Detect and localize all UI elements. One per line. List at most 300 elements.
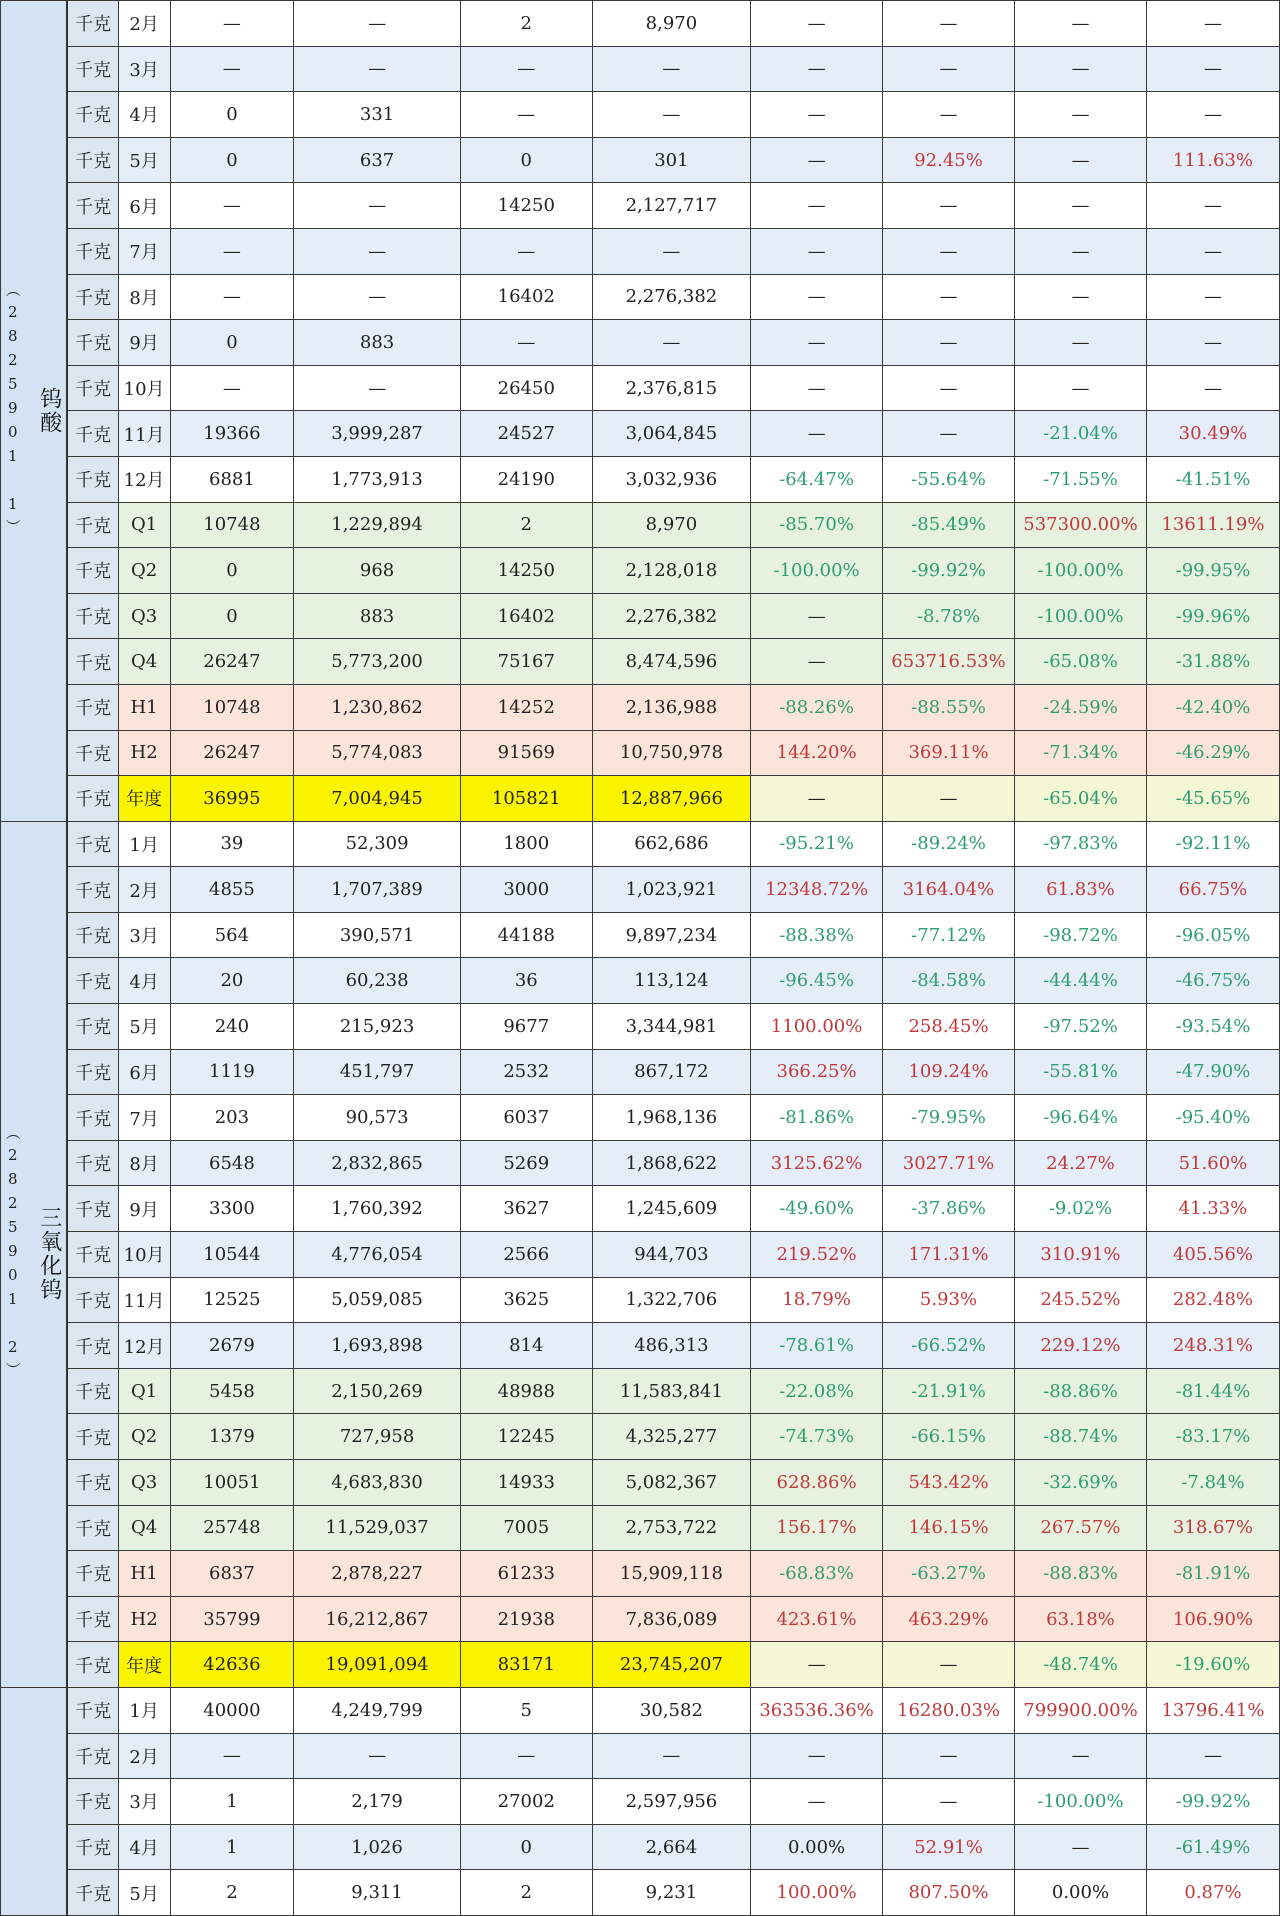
quantity-cell: 4855 — [170, 867, 294, 913]
amount-cell: 2,127,717 — [592, 183, 750, 229]
change-pct-cell: -100.00% — [1015, 1779, 1147, 1825]
period-cell: Q2 — [118, 548, 170, 594]
quantity-cell: — — [460, 320, 592, 366]
period-cell: H1 — [118, 684, 170, 730]
period-cell: 年度 — [118, 1642, 170, 1688]
table-row — [1, 1095, 1280, 1141]
change-pct-cell: -92.11% — [1146, 821, 1279, 867]
amount-cell: 7,004,945 — [294, 776, 460, 822]
period-cell: Q1 — [118, 502, 170, 548]
unit-cell: 千克 — [67, 456, 118, 502]
table-row — [1, 1642, 1280, 1688]
amount-cell: 331 — [294, 92, 460, 138]
quantity-cell: 39 — [170, 821, 294, 867]
change-pct-cell: — — [751, 320, 883, 366]
change-pct-cell: — — [1146, 183, 1279, 229]
unit-cell: 千克 — [67, 593, 118, 639]
amount-cell: 1,693,898 — [294, 1323, 460, 1369]
change-pct-cell: — — [751, 274, 883, 320]
table-row — [1, 912, 1280, 958]
quantity-cell: 1119 — [170, 1049, 294, 1095]
period-cell: 5月 — [118, 137, 170, 183]
period-cell: 1月 — [118, 1687, 170, 1733]
change-pct-cell: 51.60% — [1146, 1140, 1279, 1186]
amount-cell: — — [592, 46, 750, 92]
quantity-cell: — — [460, 228, 592, 274]
quantity-cell: — — [170, 228, 294, 274]
amount-cell: 5,773,200 — [294, 639, 460, 685]
change-pct-cell: -55.64% — [883, 456, 1015, 502]
change-pct-cell: -88.26% — [751, 684, 883, 730]
change-pct-cell: — — [751, 1779, 883, 1825]
quantity-cell: 25748 — [170, 1505, 294, 1551]
change-pct-cell: -88.38% — [751, 912, 883, 958]
amount-cell: 1,968,136 — [592, 1095, 750, 1141]
quantity-cell: 21938 — [460, 1596, 592, 1642]
quantity-cell: 2532 — [460, 1049, 592, 1095]
change-pct-cell: -21.04% — [1015, 411, 1147, 457]
change-pct-cell: — — [1146, 1, 1279, 47]
quantity-cell: 20 — [170, 958, 294, 1004]
change-pct-cell: 66.75% — [1146, 867, 1279, 913]
amount-cell: — — [294, 46, 460, 92]
change-pct-cell: 258.45% — [883, 1004, 1015, 1050]
change-pct-cell: -61.49% — [1146, 1824, 1279, 1870]
change-pct-cell: 219.52% — [751, 1232, 883, 1278]
amount-cell: 301 — [592, 137, 750, 183]
period-cell: 12月 — [118, 1323, 170, 1369]
period-cell: H2 — [118, 1596, 170, 1642]
unit-cell: 千克 — [67, 411, 118, 457]
amount-cell: 727,958 — [294, 1414, 460, 1460]
change-pct-cell: 369.11% — [883, 730, 1015, 776]
change-pct-cell: 61.83% — [1015, 867, 1147, 913]
change-pct-cell: — — [1146, 365, 1279, 411]
change-pct-cell: — — [1146, 46, 1279, 92]
change-pct-cell: -24.59% — [1015, 684, 1147, 730]
table-row — [1, 411, 1280, 457]
change-pct-cell: -49.60% — [751, 1186, 883, 1232]
change-pct-cell: 52.91% — [883, 1824, 1015, 1870]
quantity-cell: — — [170, 365, 294, 411]
change-pct-cell: -9.02% — [1015, 1186, 1147, 1232]
amount-cell: 4,249,799 — [294, 1687, 460, 1733]
amount-cell: 5,059,085 — [294, 1277, 460, 1323]
quantity-cell: — — [170, 1, 294, 47]
amount-cell: 113,124 — [592, 958, 750, 1004]
change-pct-cell: — — [1146, 92, 1279, 138]
change-pct-cell: -84.58% — [883, 958, 1015, 1004]
unit-cell: 千克 — [67, 1870, 118, 1916]
quantity-cell: 814 — [460, 1323, 592, 1369]
unit-cell: 千克 — [67, 46, 118, 92]
change-pct-cell: -89.24% — [883, 821, 1015, 867]
quantity-cell: 40000 — [170, 1687, 294, 1733]
unit-cell: 千克 — [67, 137, 118, 183]
change-pct-cell: -77.12% — [883, 912, 1015, 958]
unit-cell: 千克 — [67, 821, 118, 867]
change-pct-cell: — — [751, 639, 883, 685]
amount-cell: 867,172 — [592, 1049, 750, 1095]
quantity-cell: — — [170, 183, 294, 229]
change-pct-cell: -7.84% — [1146, 1460, 1279, 1506]
change-pct-cell: -68.83% — [751, 1551, 883, 1597]
quantity-cell: 2 — [460, 1870, 592, 1916]
change-pct-cell: — — [1015, 228, 1147, 274]
quantity-cell: 48988 — [460, 1368, 592, 1414]
change-pct-cell: — — [883, 274, 1015, 320]
quantity-cell: 14250 — [460, 183, 592, 229]
amount-cell: — — [592, 228, 750, 274]
amount-cell: 90,573 — [294, 1095, 460, 1141]
change-pct-cell: — — [1146, 274, 1279, 320]
change-pct-cell: 310.91% — [1015, 1232, 1147, 1278]
table-row — [1, 867, 1280, 913]
change-pct-cell: -85.70% — [751, 502, 883, 548]
change-pct-cell: 24.27% — [1015, 1140, 1147, 1186]
period-cell: 3月 — [118, 1779, 170, 1825]
change-pct-cell: -85.49% — [883, 502, 1015, 548]
amount-cell: 1,322,706 — [592, 1277, 750, 1323]
amount-cell: 3,344,981 — [592, 1004, 750, 1050]
amount-cell: 486,313 — [592, 1323, 750, 1369]
quantity-cell: 1 — [170, 1824, 294, 1870]
quantity-cell: — — [460, 46, 592, 92]
change-pct-cell: 1100.00% — [751, 1004, 883, 1050]
change-pct-cell: — — [751, 1, 883, 47]
change-pct-cell: -79.95% — [883, 1095, 1015, 1141]
change-pct-cell: -74.73% — [751, 1414, 883, 1460]
quantity-cell: 1 — [170, 1779, 294, 1825]
period-cell: Q2 — [118, 1414, 170, 1460]
amount-cell: 2,136,988 — [592, 684, 750, 730]
product-name-label: 钨酸 — [36, 386, 62, 435]
quantity-cell: 105821 — [460, 776, 592, 822]
table-row — [1, 365, 1280, 411]
amount-cell: 2,376,815 — [592, 365, 750, 411]
change-pct-cell: — — [751, 411, 883, 457]
table-row — [1, 183, 1280, 229]
unit-cell: 千克 — [67, 1277, 118, 1323]
change-pct-cell: -88.86% — [1015, 1368, 1147, 1414]
change-pct-cell: — — [883, 1, 1015, 47]
amount-cell: 9,311 — [294, 1870, 460, 1916]
change-pct-cell: -81.44% — [1146, 1368, 1279, 1414]
change-pct-cell: 537300.00% — [1015, 502, 1147, 548]
change-pct-cell: 3027.71% — [883, 1140, 1015, 1186]
unit-cell: 千克 — [67, 776, 118, 822]
amount-cell: 8,970 — [592, 1, 750, 47]
change-pct-cell: 13611.19% — [1146, 502, 1279, 548]
amount-cell: 52,309 — [294, 821, 460, 867]
change-pct-cell: — — [1146, 320, 1279, 366]
change-pct-cell: — — [1015, 183, 1147, 229]
period-cell: Q1 — [118, 1368, 170, 1414]
change-pct-cell: 12348.72% — [751, 867, 883, 913]
period-cell: 5月 — [118, 1870, 170, 1916]
quantity-cell: 26247 — [170, 730, 294, 776]
period-cell: H2 — [118, 730, 170, 776]
change-pct-cell: — — [1015, 137, 1147, 183]
quantity-cell: 14933 — [460, 1460, 592, 1506]
quantity-cell: 36 — [460, 958, 592, 1004]
change-pct-cell: 16280.03% — [883, 1687, 1015, 1733]
change-pct-cell: — — [751, 1733, 883, 1779]
change-pct-cell: 423.61% — [751, 1596, 883, 1642]
quantity-cell: 0 — [170, 548, 294, 594]
change-pct-cell: — — [1015, 320, 1147, 366]
quantity-cell: 27002 — [460, 1779, 592, 1825]
amount-cell: 23,745,207 — [592, 1642, 750, 1688]
period-cell: 11月 — [118, 411, 170, 457]
change-pct-cell: -32.69% — [1015, 1460, 1147, 1506]
amount-cell: 883 — [294, 320, 460, 366]
change-pct-cell: -97.52% — [1015, 1004, 1147, 1050]
change-pct-cell: -63.27% — [883, 1551, 1015, 1597]
change-pct-cell: -96.05% — [1146, 912, 1279, 958]
period-cell: 5月 — [118, 1004, 170, 1050]
unit-cell: 千克 — [67, 1779, 118, 1825]
change-pct-cell: -100.00% — [1015, 593, 1147, 639]
amount-cell: 968 — [294, 548, 460, 594]
table-row — [1, 776, 1280, 822]
table-row — [1, 1551, 1280, 1597]
change-pct-cell: -88.83% — [1015, 1551, 1147, 1597]
amount-cell: 1,760,392 — [294, 1186, 460, 1232]
unit-cell: 千克 — [67, 1733, 118, 1779]
table-row — [1, 1414, 1280, 1460]
table-row — [1, 684, 1280, 730]
change-pct-cell: — — [883, 183, 1015, 229]
quantity-cell: 0 — [460, 137, 592, 183]
change-pct-cell: -88.55% — [883, 684, 1015, 730]
unit-cell: 千克 — [67, 1140, 118, 1186]
amount-cell: — — [294, 1, 460, 47]
quantity-cell: 6037 — [460, 1095, 592, 1141]
change-pct-cell: -37.86% — [883, 1186, 1015, 1232]
unit-cell: 千克 — [67, 912, 118, 958]
change-pct-cell: 3164.04% — [883, 867, 1015, 913]
amount-cell: 390,571 — [294, 912, 460, 958]
change-pct-cell: -83.17% — [1146, 1414, 1279, 1460]
table-row — [1, 730, 1280, 776]
amount-cell: 3,064,845 — [592, 411, 750, 457]
unit-cell: 千克 — [67, 548, 118, 594]
quantity-cell: 16402 — [460, 593, 592, 639]
amount-cell: 215,923 — [294, 1004, 460, 1050]
change-pct-cell: -97.83% — [1015, 821, 1147, 867]
change-pct-cell: — — [1015, 92, 1147, 138]
quantity-cell: 240 — [170, 1004, 294, 1050]
quantity-cell: 3300 — [170, 1186, 294, 1232]
change-pct-cell: — — [751, 1642, 883, 1688]
quantity-cell: 24190 — [460, 456, 592, 502]
amount-cell: — — [592, 92, 750, 138]
amount-cell: — — [592, 1733, 750, 1779]
change-pct-cell: -95.40% — [1146, 1095, 1279, 1141]
period-cell: 11月 — [118, 1277, 170, 1323]
change-pct-cell: 318.67% — [1146, 1505, 1279, 1551]
change-pct-cell: 245.52% — [1015, 1277, 1147, 1323]
change-pct-cell: -46.29% — [1146, 730, 1279, 776]
quantity-cell: 10748 — [170, 684, 294, 730]
amount-cell: — — [592, 320, 750, 366]
change-pct-cell: 146.15% — [883, 1505, 1015, 1551]
quantity-cell: 2 — [170, 1870, 294, 1916]
change-pct-cell: -65.08% — [1015, 639, 1147, 685]
amount-cell: 5,774,083 — [294, 730, 460, 776]
unit-cell: 千克 — [67, 228, 118, 274]
change-pct-cell: -71.55% — [1015, 456, 1147, 502]
unit-cell: 千克 — [67, 1414, 118, 1460]
period-cell: 7月 — [118, 1095, 170, 1141]
quantity-cell: 0 — [460, 1824, 592, 1870]
change-pct-cell: — — [883, 1733, 1015, 1779]
change-pct-cell: — — [1146, 1733, 1279, 1779]
period-cell: 4月 — [118, 92, 170, 138]
change-pct-cell: 144.20% — [751, 730, 883, 776]
unit-cell: 千克 — [67, 1596, 118, 1642]
table-row — [1, 1140, 1280, 1186]
amount-cell: 1,707,389 — [294, 867, 460, 913]
change-pct-cell: — — [883, 228, 1015, 274]
quantity-cell: 6881 — [170, 456, 294, 502]
amount-cell: 15,909,118 — [592, 1551, 750, 1597]
amount-cell: 11,529,037 — [294, 1505, 460, 1551]
change-pct-cell: -100.00% — [751, 548, 883, 594]
period-cell: 4月 — [118, 1824, 170, 1870]
table-row — [1, 1232, 1280, 1278]
table-row — [1, 1277, 1280, 1323]
table-row — [1, 593, 1280, 639]
quantity-cell: 10051 — [170, 1460, 294, 1506]
table-row — [1, 92, 1280, 138]
unit-cell: 千克 — [67, 1049, 118, 1095]
change-pct-cell: 807.50% — [883, 1870, 1015, 1916]
change-pct-cell: 543.42% — [883, 1460, 1015, 1506]
amount-cell: 2,179 — [294, 1779, 460, 1825]
table-row — [1, 1368, 1280, 1414]
quantity-cell: — — [170, 274, 294, 320]
amount-cell: 1,230,862 — [294, 684, 460, 730]
quantity-cell: 35799 — [170, 1596, 294, 1642]
quantity-cell: 7005 — [460, 1505, 592, 1551]
unit-cell: 千克 — [67, 92, 118, 138]
quantity-cell: 5458 — [170, 1368, 294, 1414]
change-pct-cell: -64.47% — [751, 456, 883, 502]
quantity-cell: 0 — [170, 593, 294, 639]
change-pct-cell: -98.72% — [1015, 912, 1147, 958]
amount-cell: 9,231 — [592, 1870, 750, 1916]
unit-cell: 千克 — [67, 1505, 118, 1551]
change-pct-cell: -93.54% — [1146, 1004, 1279, 1050]
change-pct-cell: — — [883, 320, 1015, 366]
quantity-cell: — — [460, 92, 592, 138]
table-row — [1, 1505, 1280, 1551]
change-pct-cell: 0.87% — [1146, 1870, 1279, 1916]
quantity-cell: 36995 — [170, 776, 294, 822]
quantity-cell: 2 — [460, 1, 592, 47]
change-pct-cell: — — [1015, 1824, 1147, 1870]
change-pct-cell: — — [751, 365, 883, 411]
change-pct-cell: -99.92% — [883, 548, 1015, 594]
table-row — [1, 46, 1280, 92]
change-pct-cell: -99.96% — [1146, 593, 1279, 639]
quantity-cell: 10544 — [170, 1232, 294, 1278]
period-cell: 2月 — [118, 867, 170, 913]
amount-cell: 30,582 — [592, 1687, 750, 1733]
table-row — [1, 1460, 1280, 1506]
unit-cell: 千克 — [67, 867, 118, 913]
amount-cell: 662,686 — [592, 821, 750, 867]
change-pct-cell: 18.79% — [751, 1277, 883, 1323]
change-pct-cell: -71.34% — [1015, 730, 1147, 776]
table-row — [1, 456, 1280, 502]
change-pct-cell: — — [883, 411, 1015, 457]
quantity-cell: 9677 — [460, 1004, 592, 1050]
period-cell: 8月 — [118, 274, 170, 320]
amount-cell: 8,970 — [592, 502, 750, 548]
change-pct-cell: -66.15% — [883, 1414, 1015, 1460]
period-cell: 6月 — [118, 1049, 170, 1095]
change-pct-cell: -55.81% — [1015, 1049, 1147, 1095]
amount-cell: 1,229,894 — [294, 502, 460, 548]
quantity-cell: 75167 — [460, 639, 592, 685]
unit-cell: 千克 — [67, 1186, 118, 1232]
unit-cell: 千克 — [67, 183, 118, 229]
amount-cell: 1,868,622 — [592, 1140, 750, 1186]
change-pct-cell: 41.33% — [1146, 1186, 1279, 1232]
change-pct-cell: — — [1015, 274, 1147, 320]
period-cell: 12月 — [118, 456, 170, 502]
quantity-cell: 14252 — [460, 684, 592, 730]
quantity-cell: 16402 — [460, 274, 592, 320]
unit-cell: 千克 — [67, 502, 118, 548]
amount-cell: 5,082,367 — [592, 1460, 750, 1506]
unit-cell: 千克 — [67, 1232, 118, 1278]
amount-cell: 451,797 — [294, 1049, 460, 1095]
unit-cell: 千克 — [67, 274, 118, 320]
change-pct-cell: -66.52% — [883, 1323, 1015, 1369]
change-pct-cell: 100.00% — [751, 1870, 883, 1916]
quantity-cell: 0 — [170, 92, 294, 138]
amount-cell: 2,150,269 — [294, 1368, 460, 1414]
change-pct-cell: — — [1146, 228, 1279, 274]
change-pct-cell: -21.91% — [883, 1368, 1015, 1414]
period-cell: 2月 — [118, 1, 170, 47]
table-row — [1, 228, 1280, 274]
change-pct-cell: 109.24% — [883, 1049, 1015, 1095]
quantity-cell: 5269 — [460, 1140, 592, 1186]
period-cell: Q3 — [118, 593, 170, 639]
quantity-cell: 83171 — [460, 1642, 592, 1688]
amount-cell: 9,897,234 — [592, 912, 750, 958]
change-pct-cell: — — [883, 776, 1015, 822]
change-pct-cell: -88.74% — [1015, 1414, 1147, 1460]
period-cell: Q4 — [118, 1505, 170, 1551]
table-row — [1, 1186, 1280, 1232]
change-pct-cell: -48.74% — [1015, 1642, 1147, 1688]
quantity-cell: 2679 — [170, 1323, 294, 1369]
period-cell: 9月 — [118, 320, 170, 366]
amount-cell: 19,091,094 — [294, 1642, 460, 1688]
product-group-cell — [1, 1, 68, 822]
change-pct-cell: -19.60% — [1146, 1642, 1279, 1688]
amount-cell: 2,128,018 — [592, 548, 750, 594]
change-pct-cell: 106.90% — [1146, 1596, 1279, 1642]
amount-cell: 10,750,978 — [592, 730, 750, 776]
quantity-cell: 44188 — [460, 912, 592, 958]
